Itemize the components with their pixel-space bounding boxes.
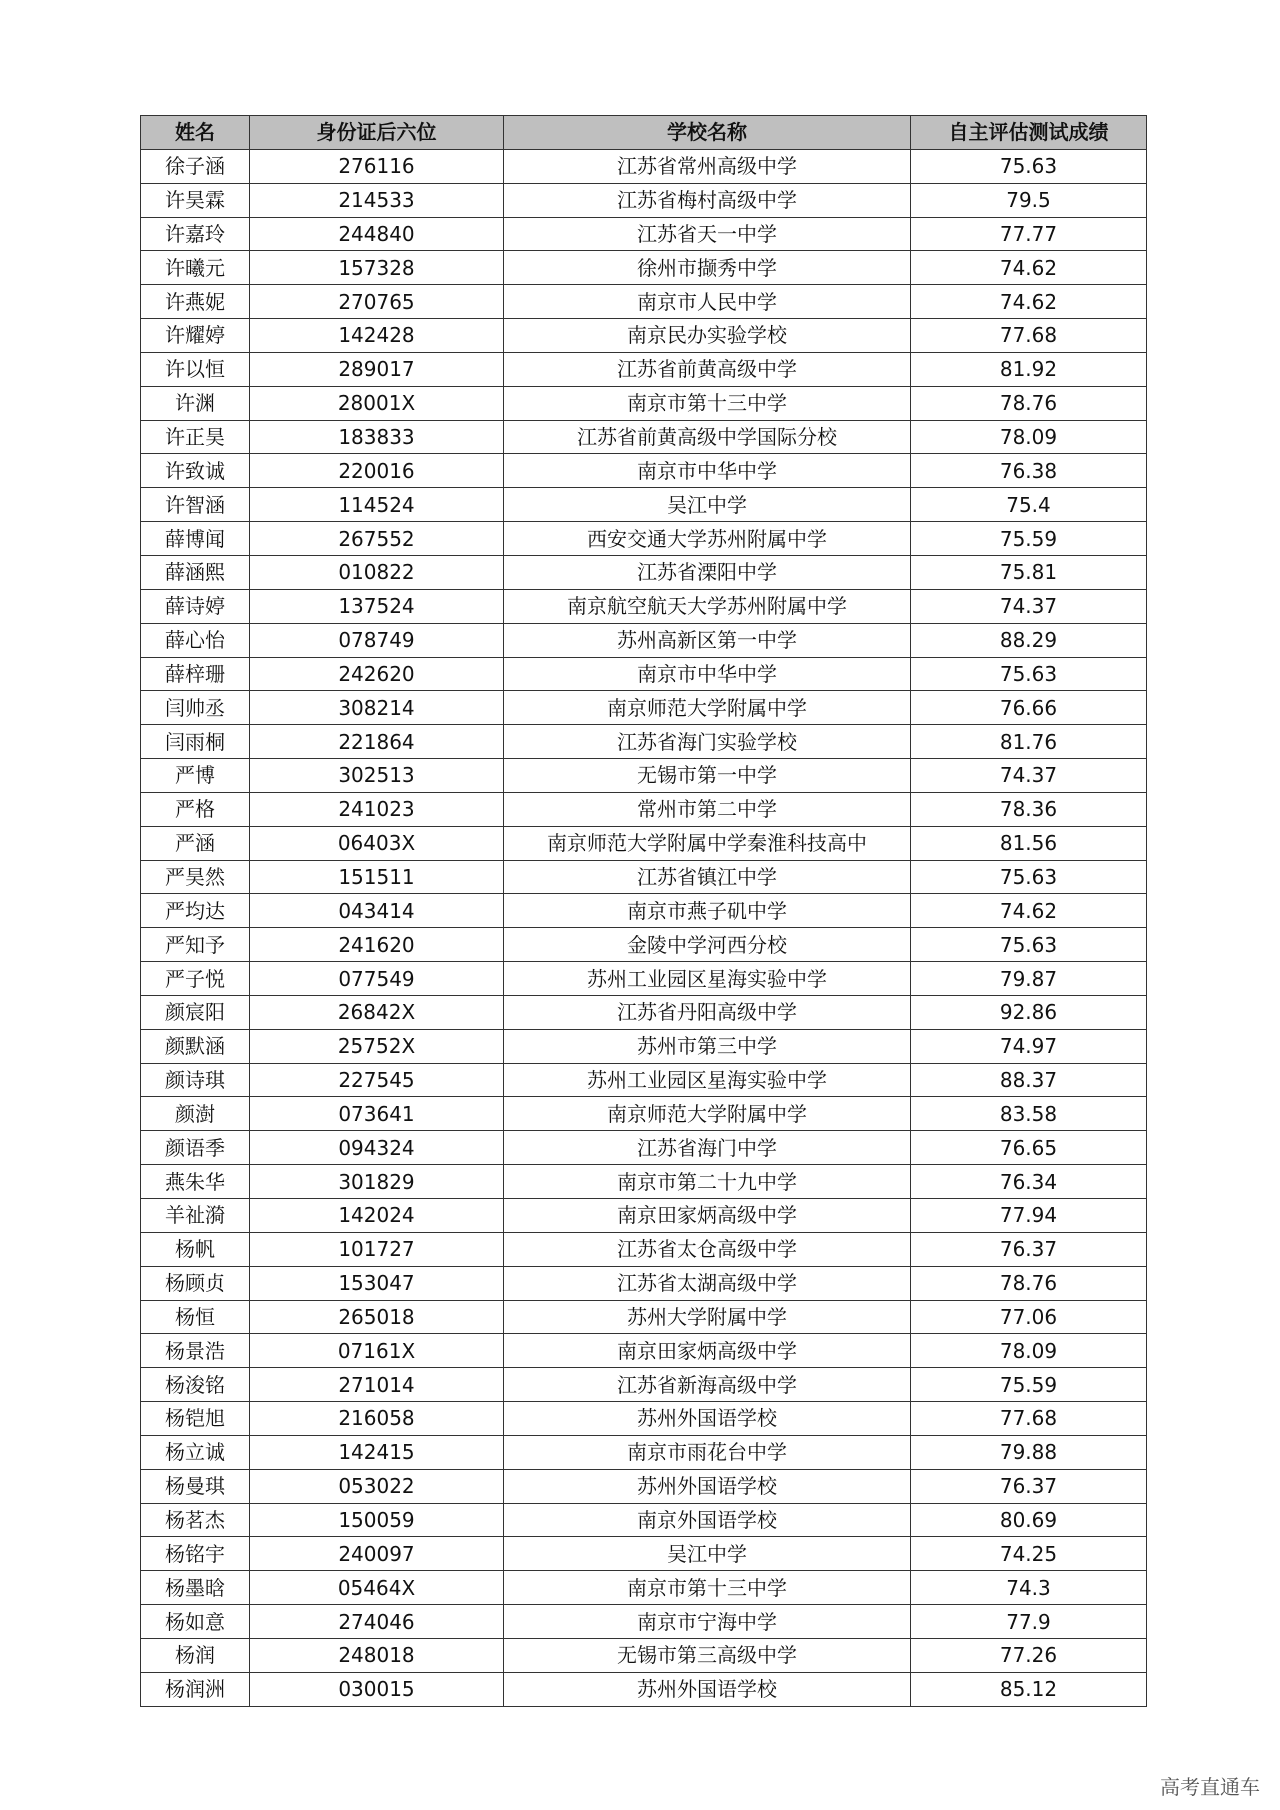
cell-id-last-six: 151511 — [250, 860, 504, 894]
cell-school-name: 南京航空航天大学苏州附属中学 — [504, 589, 911, 623]
cell-school-name: 南京师范大学附属中学秦淮科技高中 — [504, 826, 911, 860]
table-row — [141, 420, 1147, 454]
cell-id-last-six: 242620 — [250, 657, 504, 691]
table-row — [141, 657, 1147, 691]
cell-test-score: 76.37 — [911, 1232, 1147, 1266]
cell-name: 严格 — [141, 792, 250, 826]
cell-school-name: 南京市人民中学 — [504, 285, 911, 319]
cell-id-last-six: 271014 — [250, 1368, 504, 1402]
cell-school-name: 南京市第二十九中学 — [504, 1165, 911, 1199]
table-row — [141, 352, 1147, 386]
cell-test-score: 75.63 — [911, 149, 1147, 183]
table-row — [141, 217, 1147, 251]
cell-test-score: 77.9 — [911, 1605, 1147, 1639]
cell-name: 羊祉漪 — [141, 1199, 250, 1233]
cell-name: 薛涵熙 — [141, 555, 250, 589]
cell-test-score: 79.5 — [911, 183, 1147, 217]
table-row — [141, 1537, 1147, 1571]
cell-school-name: 苏州高新区第一中学 — [504, 623, 911, 657]
cell-id-last-six: 216058 — [250, 1402, 504, 1436]
cell-test-score: 75.63 — [911, 657, 1147, 691]
cell-test-score: 75.59 — [911, 1368, 1147, 1402]
cell-test-score: 78.36 — [911, 792, 1147, 826]
cell-test-score: 77.26 — [911, 1638, 1147, 1672]
cell-test-score: 75.63 — [911, 928, 1147, 962]
cell-name: 许渊 — [141, 386, 250, 420]
cell-id-last-six: 142415 — [250, 1435, 504, 1469]
table-row — [141, 962, 1147, 996]
table-row — [141, 995, 1147, 1029]
table-row — [141, 1063, 1147, 1097]
cell-name: 杨墨晗 — [141, 1571, 250, 1605]
cell-name: 颜默涵 — [141, 1029, 250, 1063]
table-row — [141, 1199, 1147, 1233]
cell-id-last-six: 142428 — [250, 319, 504, 353]
cell-test-score: 80.69 — [911, 1503, 1147, 1537]
cell-id-last-six: 270765 — [250, 285, 504, 319]
cell-test-score: 75.63 — [911, 860, 1147, 894]
table-row — [141, 454, 1147, 488]
cell-name: 许耀婷 — [141, 319, 250, 353]
cell-name: 杨帆 — [141, 1232, 250, 1266]
table-row — [141, 1368, 1147, 1402]
cell-name: 薛诗婷 — [141, 589, 250, 623]
cell-id-last-six: 010822 — [250, 555, 504, 589]
cell-school-name: 江苏省前黄高级中学 — [504, 352, 911, 386]
header-school-name: 学校名称 — [504, 116, 911, 150]
cell-id-last-six: 241620 — [250, 928, 504, 962]
cell-test-score: 79.88 — [911, 1435, 1147, 1469]
table-row — [141, 792, 1147, 826]
table-body — [141, 149, 1147, 1706]
cell-id-last-six: 302513 — [250, 759, 504, 793]
cell-school-name: 江苏省海门实验学校 — [504, 725, 911, 759]
cell-test-score: 74.37 — [911, 589, 1147, 623]
cell-name: 许智涵 — [141, 488, 250, 522]
cell-id-last-six: 114524 — [250, 488, 504, 522]
table-row — [141, 1029, 1147, 1063]
cell-id-last-six: 26842X — [250, 995, 504, 1029]
cell-name: 严博 — [141, 759, 250, 793]
header-id-last-six: 身份证后六位 — [250, 116, 504, 150]
cell-school-name: 江苏省镇江中学 — [504, 860, 911, 894]
cell-test-score: 74.3 — [911, 1571, 1147, 1605]
cell-id-last-six: 220016 — [250, 454, 504, 488]
cell-test-score: 75.4 — [911, 488, 1147, 522]
cell-school-name: 江苏省梅村高级中学 — [504, 183, 911, 217]
cell-test-score: 74.37 — [911, 759, 1147, 793]
table-row — [141, 623, 1147, 657]
cell-id-last-six: 221864 — [250, 725, 504, 759]
table-row — [141, 183, 1147, 217]
cell-id-last-six: 043414 — [250, 894, 504, 928]
cell-id-last-six: 244840 — [250, 217, 504, 251]
cell-test-score: 83.58 — [911, 1097, 1147, 1131]
cell-id-last-six: 214533 — [250, 183, 504, 217]
cell-test-score: 77.94 — [911, 1199, 1147, 1233]
cell-test-score: 92.86 — [911, 995, 1147, 1029]
cell-school-name: 南京市中华中学 — [504, 657, 911, 691]
cell-id-last-six: 077549 — [250, 962, 504, 996]
table-row — [141, 1435, 1147, 1469]
table-row — [141, 1266, 1147, 1300]
cell-id-last-six: 183833 — [250, 420, 504, 454]
cell-name: 严子悦 — [141, 962, 250, 996]
table-header-row — [141, 116, 1147, 150]
cell-school-name: 南京市燕子矶中学 — [504, 894, 911, 928]
cell-name: 杨如意 — [141, 1605, 250, 1639]
cell-school-name: 江苏省太仓高级中学 — [504, 1232, 911, 1266]
cell-school-name: 吴江中学 — [504, 488, 911, 522]
cell-test-score: 81.92 — [911, 352, 1147, 386]
cell-id-last-six: 240097 — [250, 1537, 504, 1571]
cell-name: 闫雨桐 — [141, 725, 250, 759]
cell-school-name: 江苏省丹阳高级中学 — [504, 995, 911, 1029]
cell-id-last-six: 094324 — [250, 1131, 504, 1165]
cell-id-last-six: 142024 — [250, 1199, 504, 1233]
table-row — [141, 1672, 1147, 1706]
cell-id-last-six: 137524 — [250, 589, 504, 623]
cell-name: 颜诗琪 — [141, 1063, 250, 1097]
cell-id-last-six: 289017 — [250, 352, 504, 386]
cell-name: 燕朱华 — [141, 1165, 250, 1199]
cell-id-last-six: 308214 — [250, 691, 504, 725]
cell-test-score: 76.66 — [911, 691, 1147, 725]
cell-school-name: 金陵中学河西分校 — [504, 928, 911, 962]
cell-school-name: 苏州外国语学校 — [504, 1672, 911, 1706]
cell-name: 杨铠旭 — [141, 1402, 250, 1436]
cell-name: 严均达 — [141, 894, 250, 928]
table-row — [141, 319, 1147, 353]
cell-school-name: 南京市雨花台中学 — [504, 1435, 911, 1469]
cell-id-last-six: 274046 — [250, 1605, 504, 1639]
cell-name: 颜澍 — [141, 1097, 250, 1131]
table-row — [141, 149, 1147, 183]
cell-school-name: 苏州工业园区星海实验中学 — [504, 962, 911, 996]
table-row — [141, 1334, 1147, 1368]
cell-name: 颜语季 — [141, 1131, 250, 1165]
cell-school-name: 南京田家炳高级中学 — [504, 1199, 911, 1233]
header-test-score: 自主评估测试成绩 — [911, 116, 1147, 150]
cell-name: 闫帅丞 — [141, 691, 250, 725]
cell-test-score: 76.65 — [911, 1131, 1147, 1165]
cell-test-score: 74.62 — [911, 285, 1147, 319]
cell-id-last-six: 248018 — [250, 1638, 504, 1672]
table-row — [141, 1165, 1147, 1199]
table-row — [141, 1300, 1147, 1334]
cell-test-score: 81.76 — [911, 725, 1147, 759]
cell-name: 许以恒 — [141, 352, 250, 386]
cell-school-name: 苏州外国语学校 — [504, 1469, 911, 1503]
cell-test-score: 88.29 — [911, 623, 1147, 657]
cell-id-last-six: 227545 — [250, 1063, 504, 1097]
table-row — [141, 725, 1147, 759]
cell-school-name: 西安交通大学苏州附属中学 — [504, 522, 911, 556]
table-row — [141, 1131, 1147, 1165]
cell-name: 严昊然 — [141, 860, 250, 894]
table-row — [141, 555, 1147, 589]
cell-id-last-six: 150059 — [250, 1503, 504, 1537]
cell-test-score: 76.38 — [911, 454, 1147, 488]
cell-school-name: 苏州大学附属中学 — [504, 1300, 911, 1334]
cell-name: 杨景浩 — [141, 1334, 250, 1368]
cell-school-name: 南京市宁海中学 — [504, 1605, 911, 1639]
cell-school-name: 苏州工业园区星海实验中学 — [504, 1063, 911, 1097]
header-name: 姓名 — [141, 116, 250, 150]
cell-test-score: 77.06 — [911, 1300, 1147, 1334]
cell-id-last-six: 07161X — [250, 1334, 504, 1368]
table-row — [141, 488, 1147, 522]
table-row — [141, 691, 1147, 725]
cell-name: 薛博闻 — [141, 522, 250, 556]
table-row — [141, 251, 1147, 285]
cell-test-score: 74.62 — [911, 251, 1147, 285]
cell-school-name: 无锡市第一中学 — [504, 759, 911, 793]
cell-school-name: 江苏省常州高级中学 — [504, 149, 911, 183]
table-row — [141, 1638, 1147, 1672]
cell-test-score: 77.68 — [911, 1402, 1147, 1436]
cell-name: 杨恒 — [141, 1300, 250, 1334]
cell-name: 许曦元 — [141, 251, 250, 285]
cell-test-score: 75.81 — [911, 555, 1147, 589]
cell-school-name: 江苏省溧阳中学 — [504, 555, 911, 589]
cell-id-last-six: 157328 — [250, 251, 504, 285]
cell-id-last-six: 265018 — [250, 1300, 504, 1334]
cell-test-score: 77.68 — [911, 319, 1147, 353]
table-row — [141, 1571, 1147, 1605]
cell-name: 许燕妮 — [141, 285, 250, 319]
cell-school-name: 南京外国语学校 — [504, 1503, 911, 1537]
cell-name: 严涵 — [141, 826, 250, 860]
cell-name: 杨铭宇 — [141, 1537, 250, 1571]
table-row — [141, 386, 1147, 420]
cell-test-score: 79.87 — [911, 962, 1147, 996]
cell-id-last-six: 06403X — [250, 826, 504, 860]
cell-id-last-six: 28001X — [250, 386, 504, 420]
cell-id-last-six: 267552 — [250, 522, 504, 556]
cell-test-score: 81.56 — [911, 826, 1147, 860]
cell-school-name: 江苏省海门中学 — [504, 1131, 911, 1165]
cell-name: 许正昊 — [141, 420, 250, 454]
cell-id-last-six: 073641 — [250, 1097, 504, 1131]
table-row — [141, 1503, 1147, 1537]
cell-test-score: 78.09 — [911, 420, 1147, 454]
cell-school-name: 吴江中学 — [504, 1537, 911, 1571]
cell-test-score: 78.09 — [911, 1334, 1147, 1368]
cell-id-last-six: 301829 — [250, 1165, 504, 1199]
cell-school-name: 苏州市第三中学 — [504, 1029, 911, 1063]
cell-name: 杨顾贞 — [141, 1266, 250, 1300]
cell-name: 杨茗杰 — [141, 1503, 250, 1537]
cell-name: 杨润 — [141, 1638, 250, 1672]
cell-school-name: 徐州市撷秀中学 — [504, 251, 911, 285]
table-row — [141, 522, 1147, 556]
table-row — [141, 1469, 1147, 1503]
cell-name: 薛梓珊 — [141, 657, 250, 691]
cell-test-score: 76.37 — [911, 1469, 1147, 1503]
table-row — [141, 1232, 1147, 1266]
cell-test-score: 76.34 — [911, 1165, 1147, 1199]
cell-name: 杨曼琪 — [141, 1469, 250, 1503]
cell-test-score: 78.76 — [911, 386, 1147, 420]
cell-id-last-six: 153047 — [250, 1266, 504, 1300]
cell-school-name: 江苏省天一中学 — [504, 217, 911, 251]
cell-school-name: 苏州外国语学校 — [504, 1402, 911, 1436]
cell-name: 严知予 — [141, 928, 250, 962]
cell-name: 杨立诚 — [141, 1435, 250, 1469]
cell-test-score: 74.25 — [911, 1537, 1147, 1571]
table-row — [141, 1402, 1147, 1436]
cell-test-score: 74.97 — [911, 1029, 1147, 1063]
table-row — [141, 1097, 1147, 1131]
table-row — [141, 894, 1147, 928]
cell-test-score: 85.12 — [911, 1672, 1147, 1706]
cell-id-last-six: 276116 — [250, 149, 504, 183]
cell-test-score: 75.59 — [911, 522, 1147, 556]
cell-id-last-six: 078749 — [250, 623, 504, 657]
table-row — [141, 928, 1147, 962]
cell-name: 许嘉玲 — [141, 217, 250, 251]
score-table — [140, 115, 1147, 1707]
cell-id-last-six: 101727 — [250, 1232, 504, 1266]
cell-school-name: 江苏省前黄高级中学国际分校 — [504, 420, 911, 454]
cell-name: 许昊霖 — [141, 183, 250, 217]
cell-name: 杨润洲 — [141, 1672, 250, 1706]
cell-id-last-six: 25752X — [250, 1029, 504, 1063]
cell-id-last-six: 241023 — [250, 792, 504, 826]
table-row — [141, 589, 1147, 623]
cell-name: 许致诚 — [141, 454, 250, 488]
table-row — [141, 1605, 1147, 1639]
cell-id-last-six: 053022 — [250, 1469, 504, 1503]
table-row — [141, 860, 1147, 894]
cell-id-last-six: 030015 — [250, 1672, 504, 1706]
cell-test-score: 77.77 — [911, 217, 1147, 251]
cell-school-name: 南京市第十三中学 — [504, 1571, 911, 1605]
cell-school-name: 常州市第二中学 — [504, 792, 911, 826]
cell-school-name: 南京市第十三中学 — [504, 386, 911, 420]
cell-id-last-six: 05464X — [250, 1571, 504, 1605]
cell-test-score: 78.76 — [911, 1266, 1147, 1300]
table-row — [141, 285, 1147, 319]
cell-school-name: 江苏省新海高级中学 — [504, 1368, 911, 1402]
table-row — [141, 759, 1147, 793]
cell-name: 薛心怡 — [141, 623, 250, 657]
cell-school-name: 南京师范大学附属中学 — [504, 691, 911, 725]
cell-test-score: 74.62 — [911, 894, 1147, 928]
cell-school-name: 南京民办实验学校 — [504, 319, 911, 353]
cell-school-name: 无锡市第三高级中学 — [504, 1638, 911, 1672]
cell-name: 徐子涵 — [141, 149, 250, 183]
cell-test-score: 88.37 — [911, 1063, 1147, 1097]
cell-school-name: 南京市中华中学 — [504, 454, 911, 488]
cell-name: 颜宸阳 — [141, 995, 250, 1029]
table-row — [141, 826, 1147, 860]
cell-school-name: 江苏省太湖高级中学 — [504, 1266, 911, 1300]
cell-school-name: 南京田家炳高级中学 — [504, 1334, 911, 1368]
cell-name: 杨浚铭 — [141, 1368, 250, 1402]
cell-school-name: 南京师范大学附属中学 — [504, 1097, 911, 1131]
watermark-text: 高考直通车 — [1160, 1775, 1260, 1799]
